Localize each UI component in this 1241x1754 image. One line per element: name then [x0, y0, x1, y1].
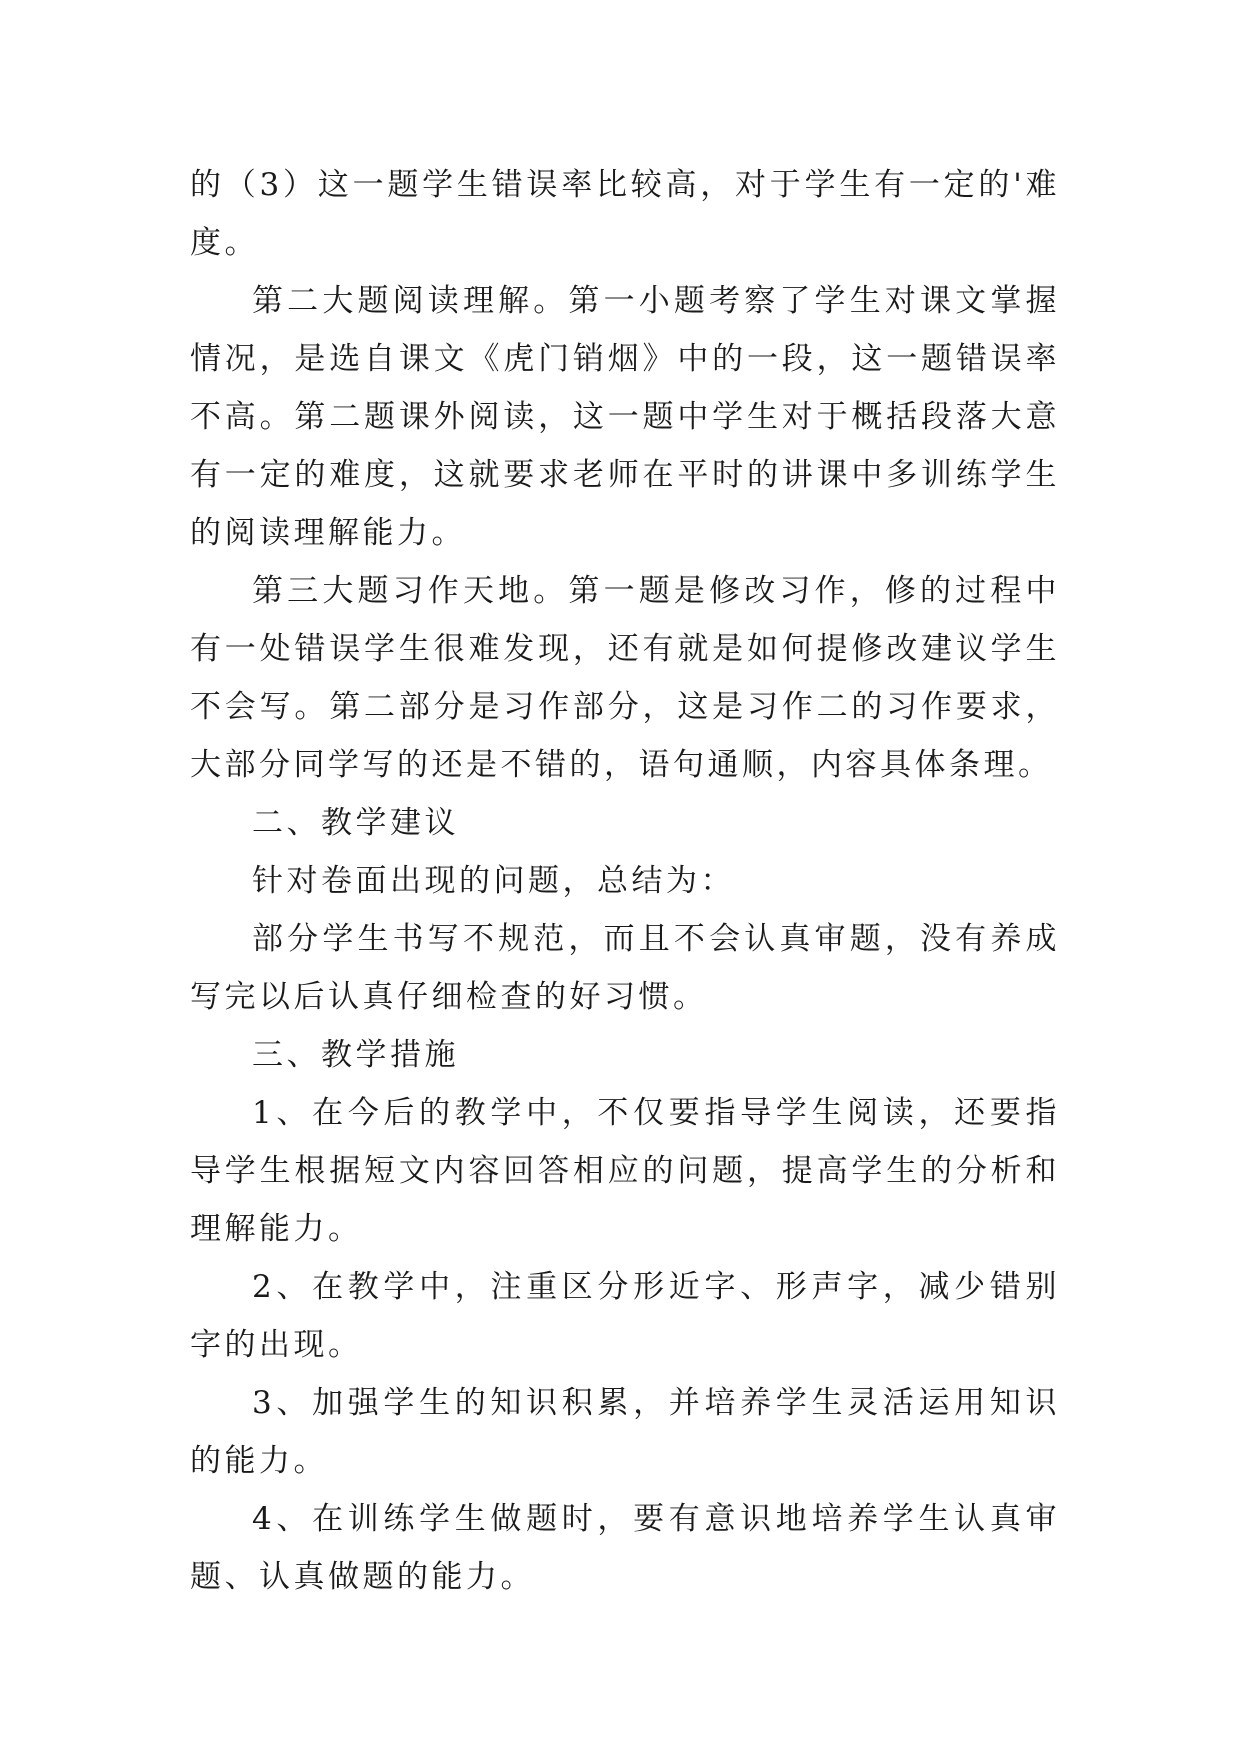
document-body: [190, 156, 1060, 1606]
heading-teaching-measures: 三、教学措施: [252, 1037, 459, 1073]
paragraph-summary-intro: 针对卷面出现的问题，总结为：: [252, 863, 735, 899]
measure-item-2: 2、在教学中，注重区分形近字、形声字，减少错别字的出现。: [190, 1269, 1060, 1363]
paragraph-continuation: 的（3）这一题学生错误率比较高，对于学生有一定的'难度。: [190, 167, 1060, 261]
heading-teaching-suggestions: 二、教学建议: [252, 805, 459, 841]
paragraph-reading-comprehension: 第二大题阅读理解。第一小题考察了学生对课文掌握情况，是选自课文《虎门销烟》中的一段，这一题错误率不高。第二题课外阅读，这一题中学生对于概括段落大意有一定的难度，这就要求老师在平时的讲课中多训练学生的阅读理解能力。: [190, 283, 1060, 551]
measure-item-4: 4、在训练学生做题时，要有意识地培养学生认真审题、认真做题的能力。: [190, 1501, 1060, 1595]
paragraph-writing-section: 第三大题习作天地。第一题是修改习作，修的过程中有一处错误学生很难发现，还有就是如何提修改建议学生不会写。第二部分是习作部分，这是习作二的习作要求，大部分同学写的还是不错的，语句通顺，内容具体条理。: [190, 573, 1060, 783]
paragraph-problems: 部分学生书写不规范，而且不会认真审题，没有养成写完以后认真仔细检查的好习惯。: [190, 921, 1060, 1015]
measure-item-3: 3、加强学生的知识积累，并培养学生灵活运用知识的能力。: [190, 1385, 1060, 1479]
measure-item-1: 1、在今后的教学中，不仅要指导学生阅读，还要指导学生根据短文内容回答相应的问题，提高学生的分析和理解能力。: [190, 1095, 1060, 1247]
